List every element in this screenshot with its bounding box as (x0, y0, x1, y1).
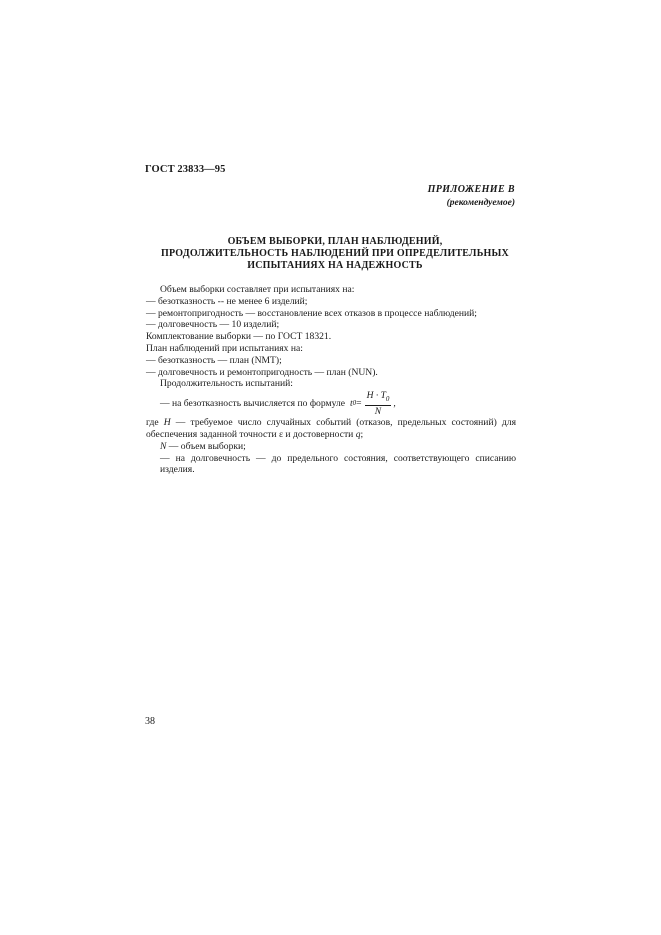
where-description: — требуемое число случайных событий (отказов, предельных состояний) для обеспечения заданной точности ε и достоверности (146, 417, 516, 440)
formula-numerator-subscript: 0 (385, 395, 390, 404)
where-end: ; (360, 428, 364, 440)
paragraph-test-duration: Продолжительность испытаний: (160, 378, 293, 390)
section-title-line-3: ИСПЫТАНИЯХ НА НАДЕЖНОСТЬ (247, 259, 423, 271)
list-item-durability-plan: — долговечность и ремонтопригодность — план (NUN). (146, 366, 378, 378)
appendix-heading (428, 184, 515, 209)
body-text (146, 284, 516, 476)
formula-numerator (365, 391, 392, 406)
paragraph-sampling: Комплектование выборки — по ГОСТ 18321. (146, 331, 332, 343)
section-title (150, 236, 520, 271)
formula-equals: = (356, 398, 362, 410)
section-title-line-2: ПРОДОЛЖИТЕЛЬНОСТЬ НАБЛЮДЕНИЙ ПРИ ОПРЕДЕЛИТЕЛЬНЫХ (161, 247, 509, 259)
appendix-subtitle: (рекомендуемое) (446, 197, 515, 208)
where-variable-n: N (160, 440, 167, 452)
where-prefix: где (146, 417, 164, 429)
list-item-reliability-plan: — безотказность — план (NMT); (146, 354, 282, 366)
formula-fraction (365, 391, 392, 417)
page-number: 38 (145, 716, 155, 727)
formula-denominator: N (374, 407, 382, 418)
formula (350, 391, 396, 417)
where-variable-h: H (163, 417, 171, 429)
formula-line (146, 391, 516, 417)
formula-comma: , (393, 398, 396, 410)
appendix-title: ПРИЛОЖЕНИЕ В (427, 184, 515, 195)
paragraph-where-h (146, 417, 516, 441)
list-item-maintainability-size: — ремонтопригодность — восстановление всех отказов в процессе наблюдений; (146, 307, 477, 319)
formula-lhs-subscript: 0 (352, 399, 357, 408)
formula-lead-text: — на безотказность вычисляется по формуле (160, 398, 345, 410)
where-n-description: — объем выборки; (166, 440, 246, 452)
section-title-line-1: ОБЪЕМ ВЫБОРКИ, ПЛАН НАБЛЮДЕНИЙ, (227, 236, 443, 247)
list-item-durability-size: — долговечность — 10 изделий; (146, 319, 280, 331)
paragraph-where-n (146, 441, 516, 453)
document-code: ГОСТ 23833—95 (145, 164, 226, 175)
formula-numerator-text: H · T (366, 391, 386, 402)
formula-lhs: t (349, 398, 353, 410)
paragraph-observation-plan: План наблюдений при испытаниях на: (146, 342, 303, 354)
where-variable-q: q (355, 428, 361, 440)
list-item-reliability-size: — безотказность -- не менее 6 изделий; (146, 295, 308, 307)
paragraph-sample-size: Объем выборки составляет при испытаниях на: (160, 284, 355, 295)
paragraph-durability-duration: — на долговечность — до предельного состояния, соответствующего списанию изделия. (160, 452, 516, 476)
